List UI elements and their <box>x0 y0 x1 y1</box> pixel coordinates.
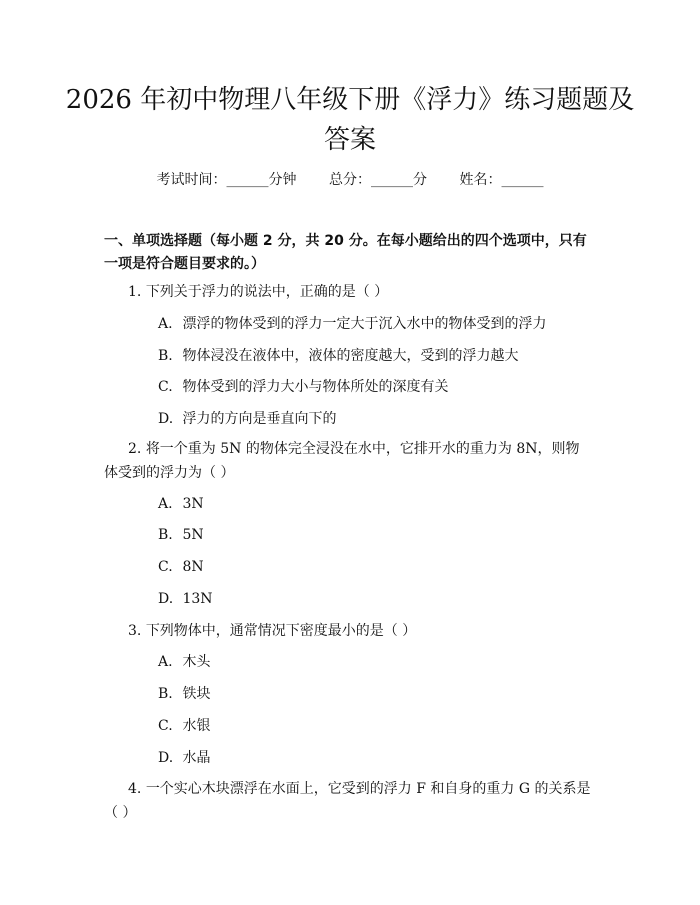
question-number: 2. <box>128 441 142 457</box>
option-text: 浮力的方向是垂直向下的 <box>182 411 337 427</box>
option-letter: A. <box>158 496 173 512</box>
option-text: 铁块 <box>182 686 211 702</box>
question-text: 一个实心木块漂浮在水面上，它受到的浮力 F 和自身的重力 G 的关系是（ ） <box>104 781 591 821</box>
question-number: 3. <box>128 623 142 639</box>
option-letter: B. <box>158 686 173 702</box>
option-2a <box>158 494 600 514</box>
option-letter: D. <box>158 411 174 427</box>
option-text: 水银 <box>182 718 211 734</box>
question-number: 4. <box>128 781 142 797</box>
question-text: 下列物体中，通常情况下密度最小的是（ ） <box>145 623 417 639</box>
option-letter: C. <box>158 379 173 395</box>
option-3b <box>158 684 600 704</box>
option-letter: A. <box>158 654 173 670</box>
option-1a <box>158 314 600 334</box>
option-text: 13N <box>182 591 213 607</box>
option-text: 漂浮的物体受到的浮力一定大于沉入水中的物体受到的浮力 <box>182 316 547 332</box>
option-letter: D. <box>158 591 174 607</box>
option-text: 木头 <box>182 654 211 670</box>
question-text: 下列关于浮力的说法中，正确的是（ ） <box>145 284 389 300</box>
option-letter: C. <box>158 559 173 575</box>
option-letter: C. <box>158 718 173 734</box>
option-letter: A. <box>158 316 173 332</box>
question-2 <box>104 437 592 485</box>
option-2d <box>158 589 600 609</box>
section-heading: 一、单项选择题（每小题 2 分，共 20 分。在每小题给出的四个选项中，只有一项是符合题目要求的。） <box>104 233 587 272</box>
option-2c <box>158 557 600 577</box>
option-letter: D. <box>158 750 174 766</box>
option-3c <box>158 716 600 736</box>
option-text: 物体浸没在液体中，液体的密度越大，受到的浮力越大 <box>182 348 519 364</box>
option-1b <box>158 346 600 366</box>
exam-meta <box>0 170 700 190</box>
option-letter: B. <box>158 527 173 543</box>
option-text: 水晶 <box>182 750 211 766</box>
option-text: 3N <box>182 496 204 512</box>
option-1c <box>158 377 600 397</box>
option-1d <box>158 409 600 429</box>
option-3a <box>158 652 600 672</box>
option-text: 5N <box>182 527 204 543</box>
option-2b <box>158 525 600 545</box>
question-number: 1. <box>128 284 142 300</box>
page-title: 2026 年初中物理八年级下册《浮力》练习题题及答案 <box>65 85 635 155</box>
question-3 <box>104 619 592 643</box>
option-3d <box>158 748 600 768</box>
exam-score: 总分：______分 <box>329 172 427 188</box>
option-text: 8N <box>182 559 204 575</box>
question-4 <box>104 777 592 825</box>
exam-name: 姓名：______ <box>459 172 544 188</box>
question-1 <box>104 280 592 304</box>
question-text: 将一个重为 5N 的物体完全浸没在水中，它排开水的重力为 8N，则物体受到的浮力为（ ） <box>104 441 580 481</box>
option-text: 物体受到的浮力大小与物体所处的深度有关 <box>182 379 449 395</box>
exam-time: 考试时间：______分钟 <box>156 172 297 188</box>
option-letter: B. <box>158 348 173 364</box>
